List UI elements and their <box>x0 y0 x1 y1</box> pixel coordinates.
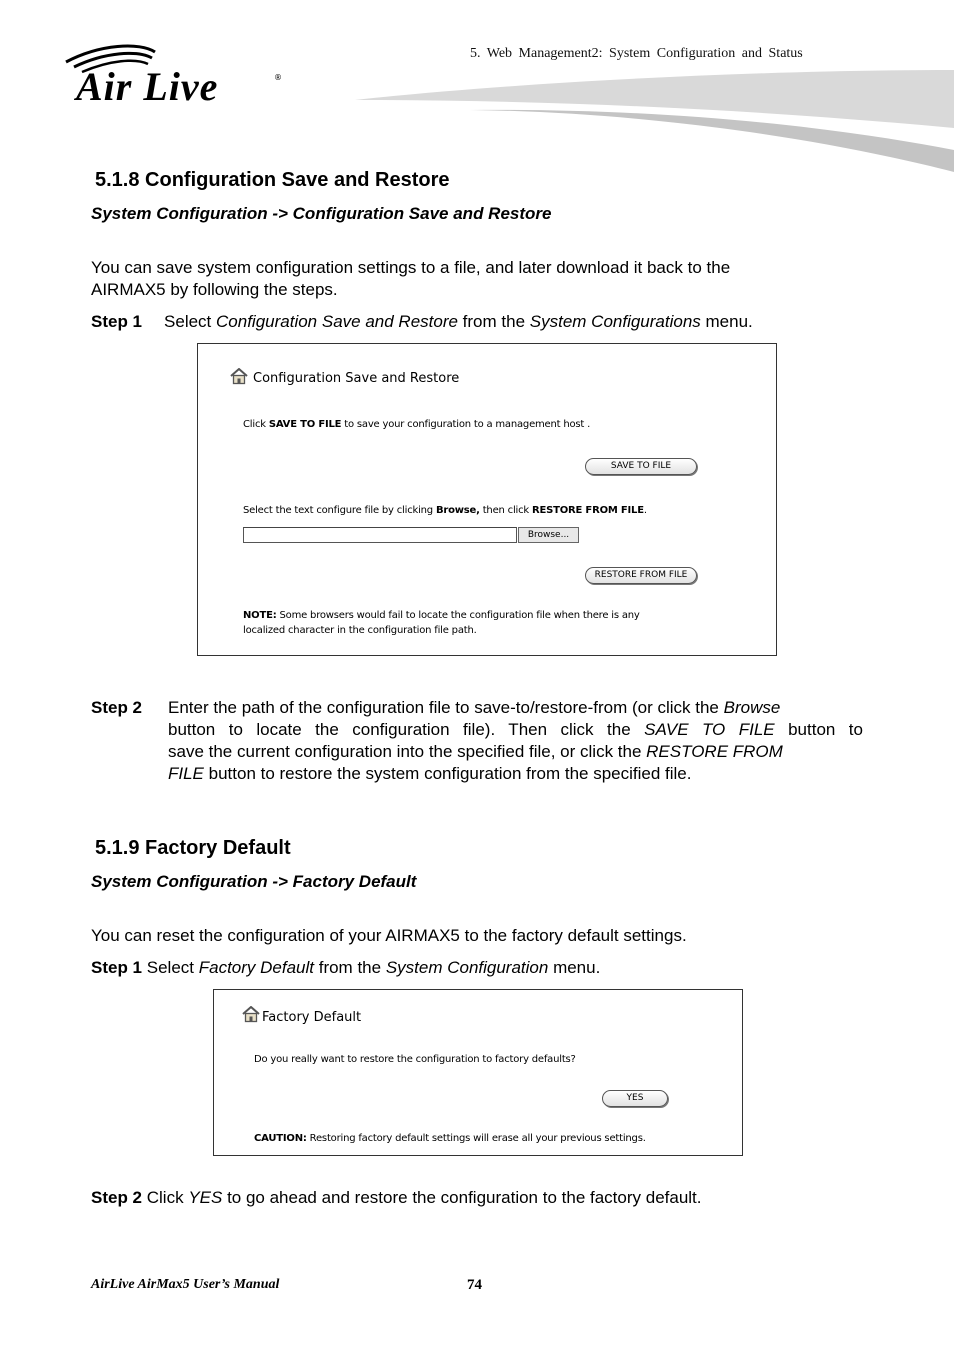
chapter-title: 5. Web Management2: System Configuration and Status <box>470 46 803 61</box>
restore-from-file-button[interactable]: RESTORE FROM FILE <box>585 567 697 584</box>
airlive-logo <box>60 40 290 110</box>
shot-title: Factory Default <box>262 1010 362 1025</box>
note-line-1: NOTE: Some browsers would fail to locate the configuration file when there is any <box>243 610 640 621</box>
intro-line-2: AIRMAX5 by following the steps. <box>91 280 338 299</box>
step1-config: Step 1 Select Configuration Save and Restore from the System Configurations menu. <box>91 312 753 331</box>
restore-question: Do you really want to restore the configuration to factory defaults? <box>254 1054 576 1065</box>
logo-text: Air Live <box>76 64 219 109</box>
yes-button[interactable]: YES <box>602 1090 668 1107</box>
step2-line-2: button to locate the configuration file). Then click the SAVE TO FILE button to <box>168 720 863 739</box>
home-icon <box>230 368 248 385</box>
footer-manual-title: AirLive AirMax5 User’s Manual <box>91 1277 280 1292</box>
step2-line-1: Enter the path of the configuration file to save-to/restore-from (or click the Browse <box>168 698 781 717</box>
home-icon <box>242 1006 260 1023</box>
step2-factory: Step 2 Click YES to go ahead and restore the configuration to the factory default. <box>91 1188 702 1207</box>
svg-text:®: ® <box>274 73 282 82</box>
save-to-file-button[interactable]: SAVE TO FILE <box>585 458 697 475</box>
note-line-2: localized character in the configuration file path. <box>243 625 477 636</box>
save-instruction: Click SAVE TO FILE to save your configuration to a management host . <box>243 419 591 430</box>
config-save-restore-screenshot <box>197 343 777 656</box>
intro-line-1: You can save system configuration settings to a file, and later download it back to the <box>91 258 731 277</box>
factory-default-screenshot <box>213 989 743 1156</box>
menu-path-factory-default: System Configuration -> Factory Default <box>91 872 417 891</box>
step1-factory: Step 1 Select Factory Default from the System Configuration menu. <box>91 958 601 977</box>
step-label: Step 1 <box>91 312 143 331</box>
page-number: 74 <box>467 1277 482 1293</box>
section-heading-config-save: 5.1.8 Configuration Save and Restore <box>95 169 450 191</box>
browse-button[interactable]: Browse... <box>518 527 579 543</box>
restore-instruction: Select the text configure file by clicking Browse, then click RESTORE FROM FILE. <box>243 505 647 516</box>
shot-title: Configuration Save and Restore <box>253 371 460 386</box>
caution-text: CAUTION: Restoring factory default settings will erase all your previous settings. <box>254 1133 646 1144</box>
section-heading-factory-default: 5.1.9 Factory Default <box>95 837 291 859</box>
factory-intro: You can reset the configuration of your AIRMAX5 to the factory default settings. <box>91 926 687 945</box>
step2-line-4: FILE button to restore the system configuration from the specified file. <box>168 764 692 783</box>
config-file-input[interactable] <box>243 527 517 543</box>
step2-line-3: save the current configuration into the specified file, or click the RESTORE FROM <box>168 742 783 761</box>
step2-label-config: Step 2 <box>91 698 143 717</box>
menu-path-config-save: System Configuration -> Configuration Save and Restore <box>91 204 552 223</box>
